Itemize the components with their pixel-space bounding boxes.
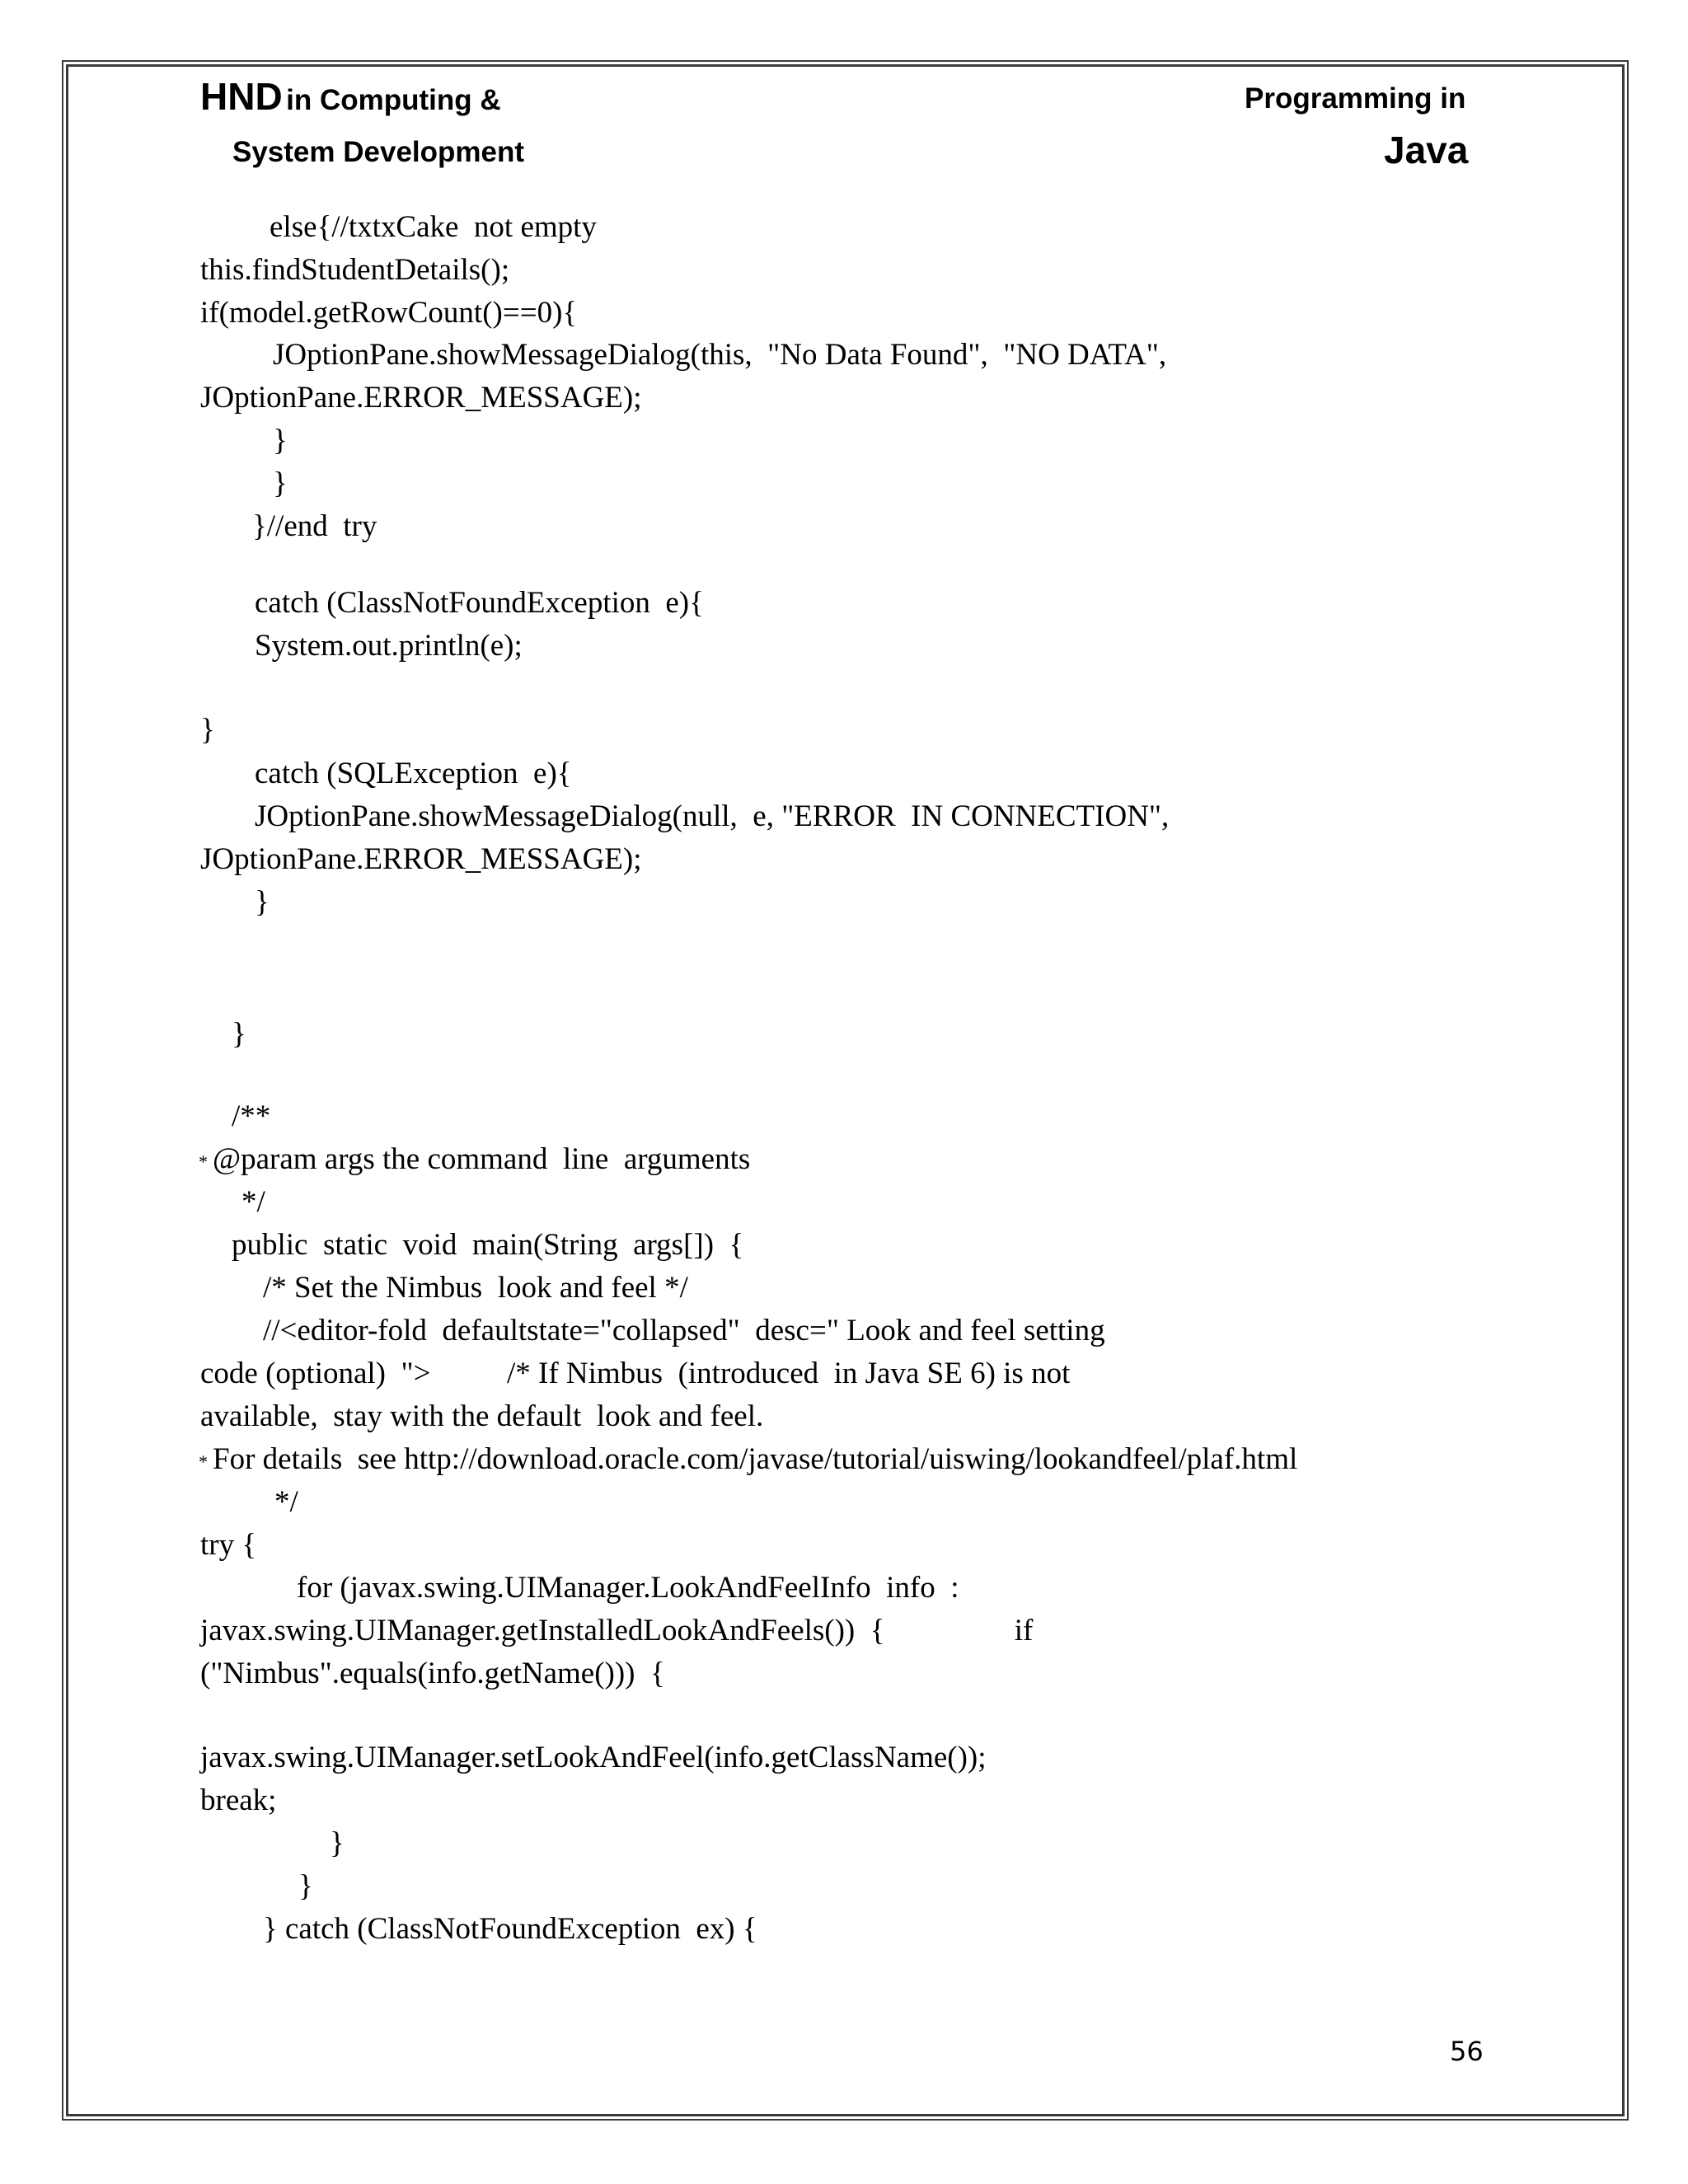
- code-line: }: [200, 713, 215, 747]
- code-line: JOptionPane.showMessageDialog(null, e, "ERROR IN CONNECTION",: [255, 799, 1170, 833]
- code-line-bulleted: [199, 1444, 1297, 1474]
- code-text: For details see http://download.oracle.com/javase/tutorial/uiswing/lookandfeel/plaf.html: [213, 1442, 1298, 1476]
- code-line: System.out.println(e);: [255, 629, 523, 663]
- code-line: JOptionPane.showMessageDialog(this, "No Data Found", "NO DATA",: [273, 338, 1167, 372]
- code-line: /* Set the Nimbus look and feel */: [263, 1271, 688, 1305]
- code-line: try {: [200, 1528, 257, 1562]
- code-line: //<editor-fold defaultstate="collapsed" desc=" Look and feel setting: [263, 1314, 1105, 1347]
- code-line: }: [273, 424, 288, 457]
- page-number: 56: [1450, 2036, 1484, 2067]
- header-system-development: System Development: [232, 136, 525, 168]
- bullet: *: [199, 1451, 208, 1472]
- code-line: break;: [200, 1783, 277, 1817]
- header-java: Java: [1384, 129, 1469, 171]
- code-line: */: [241, 1185, 265, 1219]
- code-line: }: [298, 1869, 313, 1903]
- code-line: if(model.getRowCount()==0){: [200, 296, 578, 330]
- code-line: JOptionPane.ERROR_MESSAGE);: [200, 842, 642, 876]
- code-line-bulleted: [199, 1144, 750, 1174]
- code-line: public static void main(String args[]) {: [232, 1228, 744, 1262]
- code-line: }: [330, 1826, 345, 1860]
- code-line: ("Nimbus".equals(info.getName())) {: [200, 1657, 665, 1690]
- code-line: }: [232, 1017, 246, 1051]
- code-line: available, stay with the default look and feel.: [200, 1399, 764, 1433]
- code-line: JOptionPane.ERROR_MESSAGE);: [200, 381, 642, 415]
- code-line: code (optional) "> /* If Nimbus (introduced in Java SE 6) is not: [200, 1357, 1071, 1390]
- code-line: catch (SQLException e){: [255, 757, 572, 790]
- code-line: javax.swing.UIManager.getInstalledLookAndFeels()) { if: [200, 1614, 1034, 1647]
- header-computing: in Computing &: [286, 84, 501, 116]
- code-line: }: [273, 466, 288, 500]
- bullet: *: [199, 1151, 208, 1172]
- code-line: else{//txtxCake not empty: [270, 210, 597, 244]
- code-line: /**: [232, 1099, 271, 1133]
- code-line: catch (ClassNotFoundException e){: [255, 586, 704, 620]
- code-line: for (javax.swing.UIManager.LookAndFeelInfo info :: [297, 1571, 959, 1605]
- header-left-line1: [200, 74, 501, 119]
- header-programming: Programming in: [1245, 82, 1466, 115]
- header-hnd: HND: [200, 75, 283, 118]
- code-line: }: [255, 885, 270, 919]
- code-line: javax.swing.UIManager.setLookAndFeel(info.getClassName());: [200, 1741, 987, 1774]
- code-line: */: [274, 1485, 298, 1519]
- code-line: }//end try: [252, 509, 377, 543]
- code-line: } catch (ClassNotFoundException ex) {: [263, 1912, 757, 1946]
- code-text: @param args the command line arguments: [213, 1142, 751, 1176]
- code-line: this.findStudentDetails();: [200, 253, 510, 287]
- page-border: [66, 64, 1625, 2116]
